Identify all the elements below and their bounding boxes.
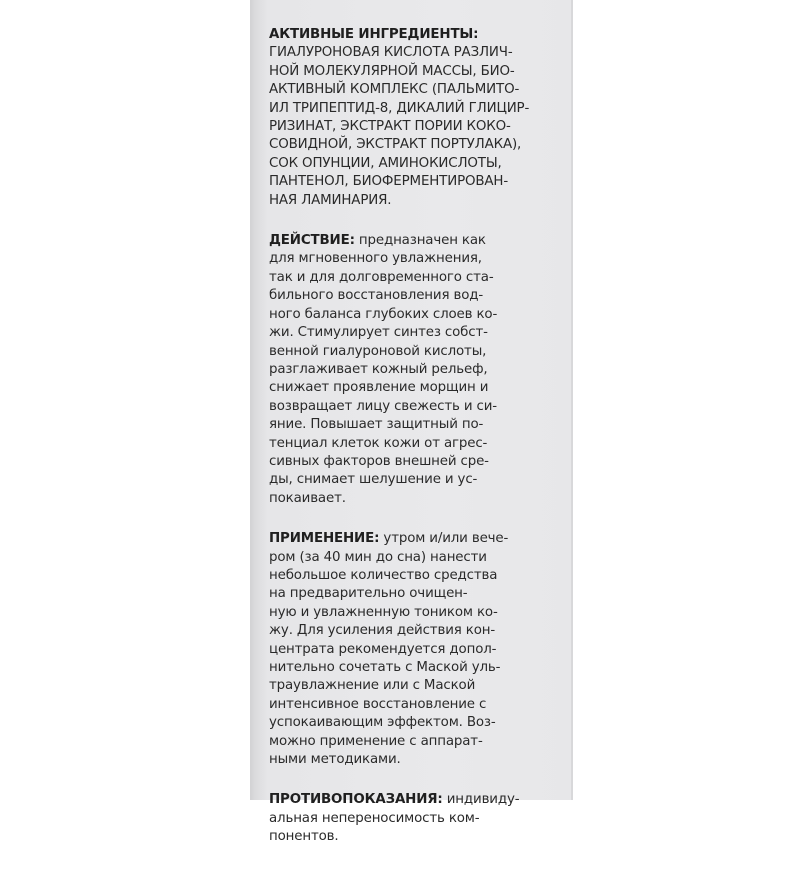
usage-line: жу. Для усиления действия кон-	[269, 623, 496, 639]
ingredients-line: ГИАЛУРОНОВАЯ КИСЛОТА РАЗЛИЧ-	[269, 45, 513, 61]
usage-first-line-text: утром и/или вече-	[379, 531, 509, 547]
action-first-line	[269, 232, 569, 250]
usage-line: успокаивающим эффектом. Воз-	[269, 715, 496, 731]
ingredients-line: РИЗИНАТ, ЭКСТРАКТ ПОРИИ КОКО-	[269, 119, 511, 135]
ingredients-line: АКТИВНЫЙ КОМПЛЕКС (ПАЛЬМИТО-	[269, 82, 520, 98]
ingredients-heading: АКТИВНЫЕ ИНГРЕДИЕНТЫ:	[269, 27, 479, 42]
ingredients-line: ПАНТЕНОЛ, БИОФЕРМЕНТИРОВАН-	[269, 174, 509, 190]
usage-line: небольшое количество средства	[269, 567, 498, 583]
package-side-panel	[250, 0, 573, 845]
action-line: для мгновенного увлажнения,	[269, 251, 482, 267]
ingredients-line: НОЙ МОЛЕКУЛЯРНОЙ МАССЫ, БИО-	[269, 63, 515, 79]
action-line: яние. Повышает защитный по-	[269, 417, 484, 433]
ingredients-section	[269, 26, 569, 210]
action-heading: ДЕЙСТВИЕ:	[269, 233, 355, 249]
action-line: тенциал клеток кожи от агрес-	[269, 435, 488, 451]
action-line: возвращает лицу свежесть и си-	[269, 398, 497, 414]
action-section	[269, 232, 569, 508]
action-line: ды, снимает шелушение и ус-	[269, 472, 478, 488]
ingredients-line: СОВИДНОЙ, ЭКСТРАКТ ПОРТУЛАКА),	[269, 137, 522, 153]
usage-line: ную и увлажненную тоником ко-	[269, 604, 498, 620]
ingredients-line: СОК ОПУНЦИИ, АМИНОКИСЛОТЫ,	[269, 155, 502, 171]
action-line: разглаживает кожный рельеф,	[269, 361, 488, 377]
ingredients-line: НАЯ ЛАМИНАРИЯ.	[269, 192, 392, 208]
action-first-line-text: предназначен как	[354, 233, 486, 249]
action-line: бильного восстановления вод-	[269, 288, 484, 304]
action-line: венной гиалуроновой кислоты,	[269, 343, 487, 359]
usage-line: ром (за 40 мин до сна) нанести	[269, 549, 487, 565]
action-line: ного баланса глубоких слоев ко-	[269, 306, 498, 322]
usage-line: ными методиками.	[269, 752, 401, 768]
action-line: покаивает.	[269, 490, 346, 506]
usage-line: на предварительно очищен-	[269, 586, 468, 602]
usage-heading: ПРИМЕНЕНИЕ:	[269, 531, 380, 547]
contraindications-section	[269, 791, 569, 846]
usage-first-line	[269, 530, 569, 548]
action-line: жи. Стимулирует синтез собст-	[269, 325, 488, 341]
contraindications-first-line	[269, 791, 569, 809]
usage-line: траувлажнение или с Маской	[269, 678, 476, 694]
package-edge	[571, 0, 573, 800]
contraindications-line: понентов.	[269, 829, 339, 845]
action-line: снижает проявление морщин и	[269, 380, 489, 396]
action-line: сивных факторов внешней сре-	[269, 453, 489, 469]
usage-line: интенсивное восстановление с	[269, 696, 487, 712]
usage-line: можно применение с аппарат-	[269, 733, 483, 749]
contraindications-heading: ПРОТИВОПОКАЗАНИЯ:	[269, 792, 443, 808]
usage-line: нительно сочетать с Маской уль-	[269, 660, 501, 675]
usage-line: центрата рекомендуется допол-	[269, 641, 497, 657]
contraindications-first-line-text: индивиду-	[442, 792, 520, 808]
contraindications-line: альная непереносимость ком-	[269, 810, 480, 826]
label-text	[269, 26, 569, 869]
ingredients-line: ИЛ ТРИПЕПТИД-8, ДИКАЛИЙ ГЛИЦИР-	[269, 100, 530, 116]
action-line: так и для долговременного ста-	[269, 269, 494, 285]
usage-section	[269, 530, 569, 769]
